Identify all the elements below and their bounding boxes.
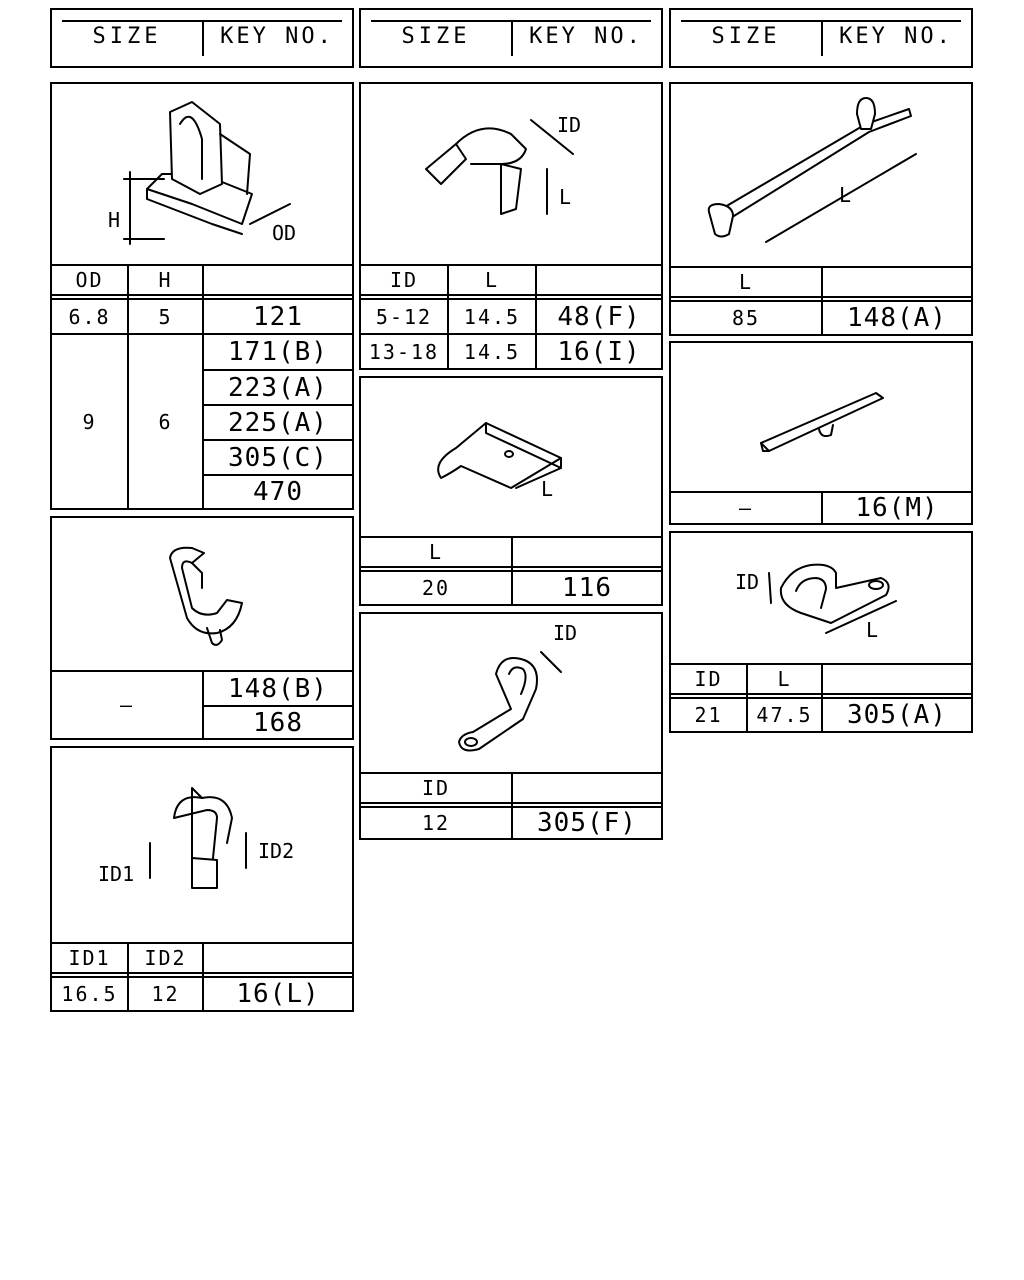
size-value: –	[119, 693, 135, 717]
l-value: 85	[731, 306, 761, 330]
key-number: 223(A)	[228, 372, 328, 403]
col-id2-header: ID2	[144, 946, 187, 970]
rule-double	[361, 294, 661, 296]
dim-h-label: H	[108, 208, 121, 232]
dim-l-label: L	[541, 477, 554, 501]
tie-anchor	[857, 98, 875, 129]
hook-body	[170, 548, 242, 634]
col-l-header: L	[428, 540, 444, 564]
key-number: 305(F)	[537, 808, 637, 838]
clamp-upper	[174, 788, 217, 869]
size-key-header-col3	[669, 8, 973, 68]
col-h-header: H	[158, 268, 173, 292]
panel-u-clip	[669, 531, 973, 733]
l-value: 14.5	[463, 304, 521, 329]
dim-l-label: L	[559, 185, 572, 209]
panel-cable-tie	[669, 82, 973, 336]
key-number: 16(L)	[236, 979, 320, 1009]
col-l-header: L	[777, 667, 792, 691]
col-l-header: L	[484, 268, 500, 292]
hook-inner	[192, 563, 202, 588]
dim-id-label: ID	[557, 113, 582, 137]
key-number: 148(B)	[228, 673, 328, 704]
panel-push-clip	[50, 82, 354, 510]
col-id-header: ID	[389, 268, 419, 292]
od-value: 9	[82, 409, 97, 434]
id-value: 5-12	[375, 304, 433, 329]
bracket-drawing	[361, 378, 661, 536]
dim-id-label: ID	[735, 570, 760, 594]
l-value: 47.5	[756, 703, 813, 727]
key-number: 148(A)	[847, 303, 947, 333]
u-clip-body	[781, 565, 889, 623]
key-number: 171(B)	[228, 337, 328, 367]
key-number: 116	[562, 573, 612, 603]
size-key-header-col2	[359, 8, 663, 68]
size-label: SIZE	[711, 24, 781, 49]
size-label: SIZE	[92, 24, 162, 49]
flat-strip-drawing	[671, 343, 971, 491]
col-id-header: ID	[421, 776, 451, 800]
key-number: 16(M)	[855, 493, 939, 523]
col-id-header: ID	[694, 667, 723, 691]
id-value: 13-18	[368, 339, 440, 364]
size-label: SIZE	[401, 24, 471, 49]
od-value: 6.8	[68, 304, 111, 329]
pipe-clamp-drawing	[361, 84, 661, 264]
col-id1-header: ID1	[68, 946, 111, 970]
hook-clip-drawing	[52, 518, 352, 670]
key-number: 48(F)	[557, 301, 641, 332]
key-number: 305(A)	[847, 700, 947, 730]
id1-value: 16.5	[61, 982, 118, 1006]
col-od-header: OD	[75, 268, 104, 292]
key-number: 168	[253, 707, 303, 738]
tie-strap	[713, 109, 911, 224]
size-value: –	[738, 496, 754, 520]
dim-l-label: L	[839, 183, 852, 207]
strip-body	[761, 393, 883, 451]
panel-bracket	[359, 376, 663, 606]
tie-head	[709, 204, 733, 237]
key-number: 225(A)	[228, 407, 328, 438]
double-clamp-drawing	[52, 748, 352, 942]
h-value: 5	[158, 304, 173, 329]
p-clip-drawing	[361, 614, 661, 772]
clip-body	[170, 102, 222, 194]
id-value: 12	[421, 811, 451, 835]
clamp-leg	[501, 164, 521, 214]
key-no-label: KEY NO.	[220, 24, 334, 49]
dim-id-label: ID	[553, 621, 578, 645]
clamp-stud	[426, 144, 466, 184]
size-key-header-col1	[50, 8, 354, 68]
l-value: 14.5	[463, 339, 521, 364]
key-number: 121	[253, 301, 303, 332]
cable-tie-drawing	[671, 84, 971, 266]
panel-flat-strip	[669, 341, 973, 525]
key-number: 470	[253, 477, 303, 507]
u-clip-drawing	[671, 533, 971, 663]
panel-hook-clip	[50, 516, 354, 740]
panel-p-clip	[359, 612, 663, 840]
dim-l-label: L	[866, 618, 879, 642]
col-l-header: L	[738, 270, 754, 294]
dim-id1-label: ID1	[98, 862, 135, 886]
id2-value: 12	[151, 982, 180, 1006]
key-number: 16(I)	[557, 336, 641, 367]
panel-pipe-clamp	[359, 82, 663, 370]
id-dimension	[769, 573, 771, 603]
dim-id2-label: ID2	[258, 839, 295, 863]
key-no-label: KEY NO.	[529, 24, 643, 49]
push-clip-drawing	[52, 84, 352, 264]
clamp-lower	[192, 858, 217, 888]
panel-double-clamp	[50, 746, 354, 1012]
l-value: 20	[421, 576, 451, 600]
id-dimension	[541, 652, 561, 672]
dim-od-label: OD	[272, 221, 297, 245]
key-no-label: KEY NO.	[839, 24, 953, 49]
key-number: 305(C)	[228, 442, 328, 473]
id-value: 21	[694, 703, 723, 727]
h-value: 6	[158, 409, 173, 434]
